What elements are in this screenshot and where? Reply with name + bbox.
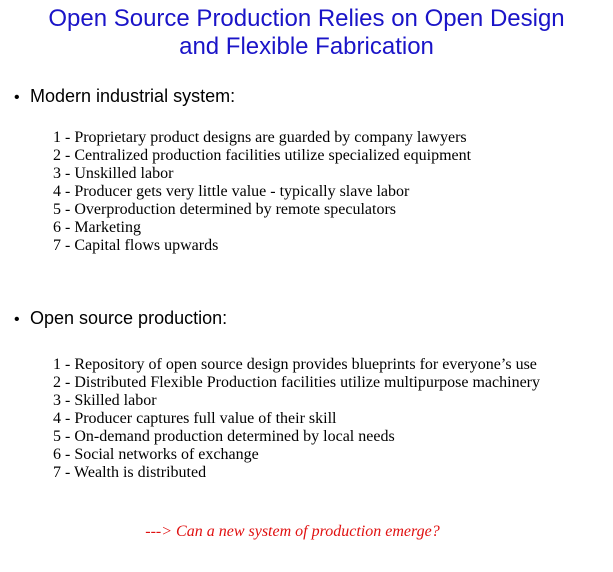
list-item: 4 - Producer captures full value of their skill — [53, 410, 337, 427]
list-item: 4 - Producer gets very little value - typically slave labor — [53, 183, 410, 200]
list-item: 7 - Wealth is distributed — [53, 464, 207, 481]
list-item: 1 - Proprietary product designs are guarded by company lawyers — [53, 129, 467, 146]
industrial-list — [53, 129, 471, 255]
industrial-heading — [14, 85, 235, 109]
slide-title — [0, 5, 613, 61]
list-item: 5 - On-demand production determined by local needs — [53, 428, 395, 445]
bullet-icon: • — [14, 311, 20, 328]
open-source-heading-label: Open source production: — [30, 308, 228, 328]
industrial-heading-label: Modern industrial system: — [30, 86, 236, 106]
list-item: 6 - Social networks of exchange — [53, 446, 259, 463]
bullet-icon: • — [14, 89, 20, 106]
open-source-list — [53, 356, 540, 482]
list-item: 2 - Centralized production facilities utilize specialized equipment — [53, 147, 472, 164]
list-item: 1 - Repository of open source design provides blueprints for everyone’s use — [53, 356, 537, 373]
list-item: 6 - Marketing — [53, 219, 141, 236]
list-item: 2 - Distributed Flexible Production facilities utilize multipurpose machinery — [53, 374, 541, 391]
list-item: 7 - Capital flows upwards — [53, 237, 219, 254]
slide-title-line-2: and Flexible Fabrication — [179, 33, 434, 60]
list-item: 5 - Overproduction determined by remote speculators — [53, 201, 396, 218]
list-item: 3 - Skilled labor — [53, 392, 157, 409]
slide-title-line-1: Open Source Production Relies on Open Design — [48, 5, 565, 32]
open-source-heading — [14, 307, 227, 331]
list-item: 3 - Unskilled labor — [53, 165, 174, 182]
closing-question: ---> Can a new system of production emerge? — [145, 523, 440, 540]
